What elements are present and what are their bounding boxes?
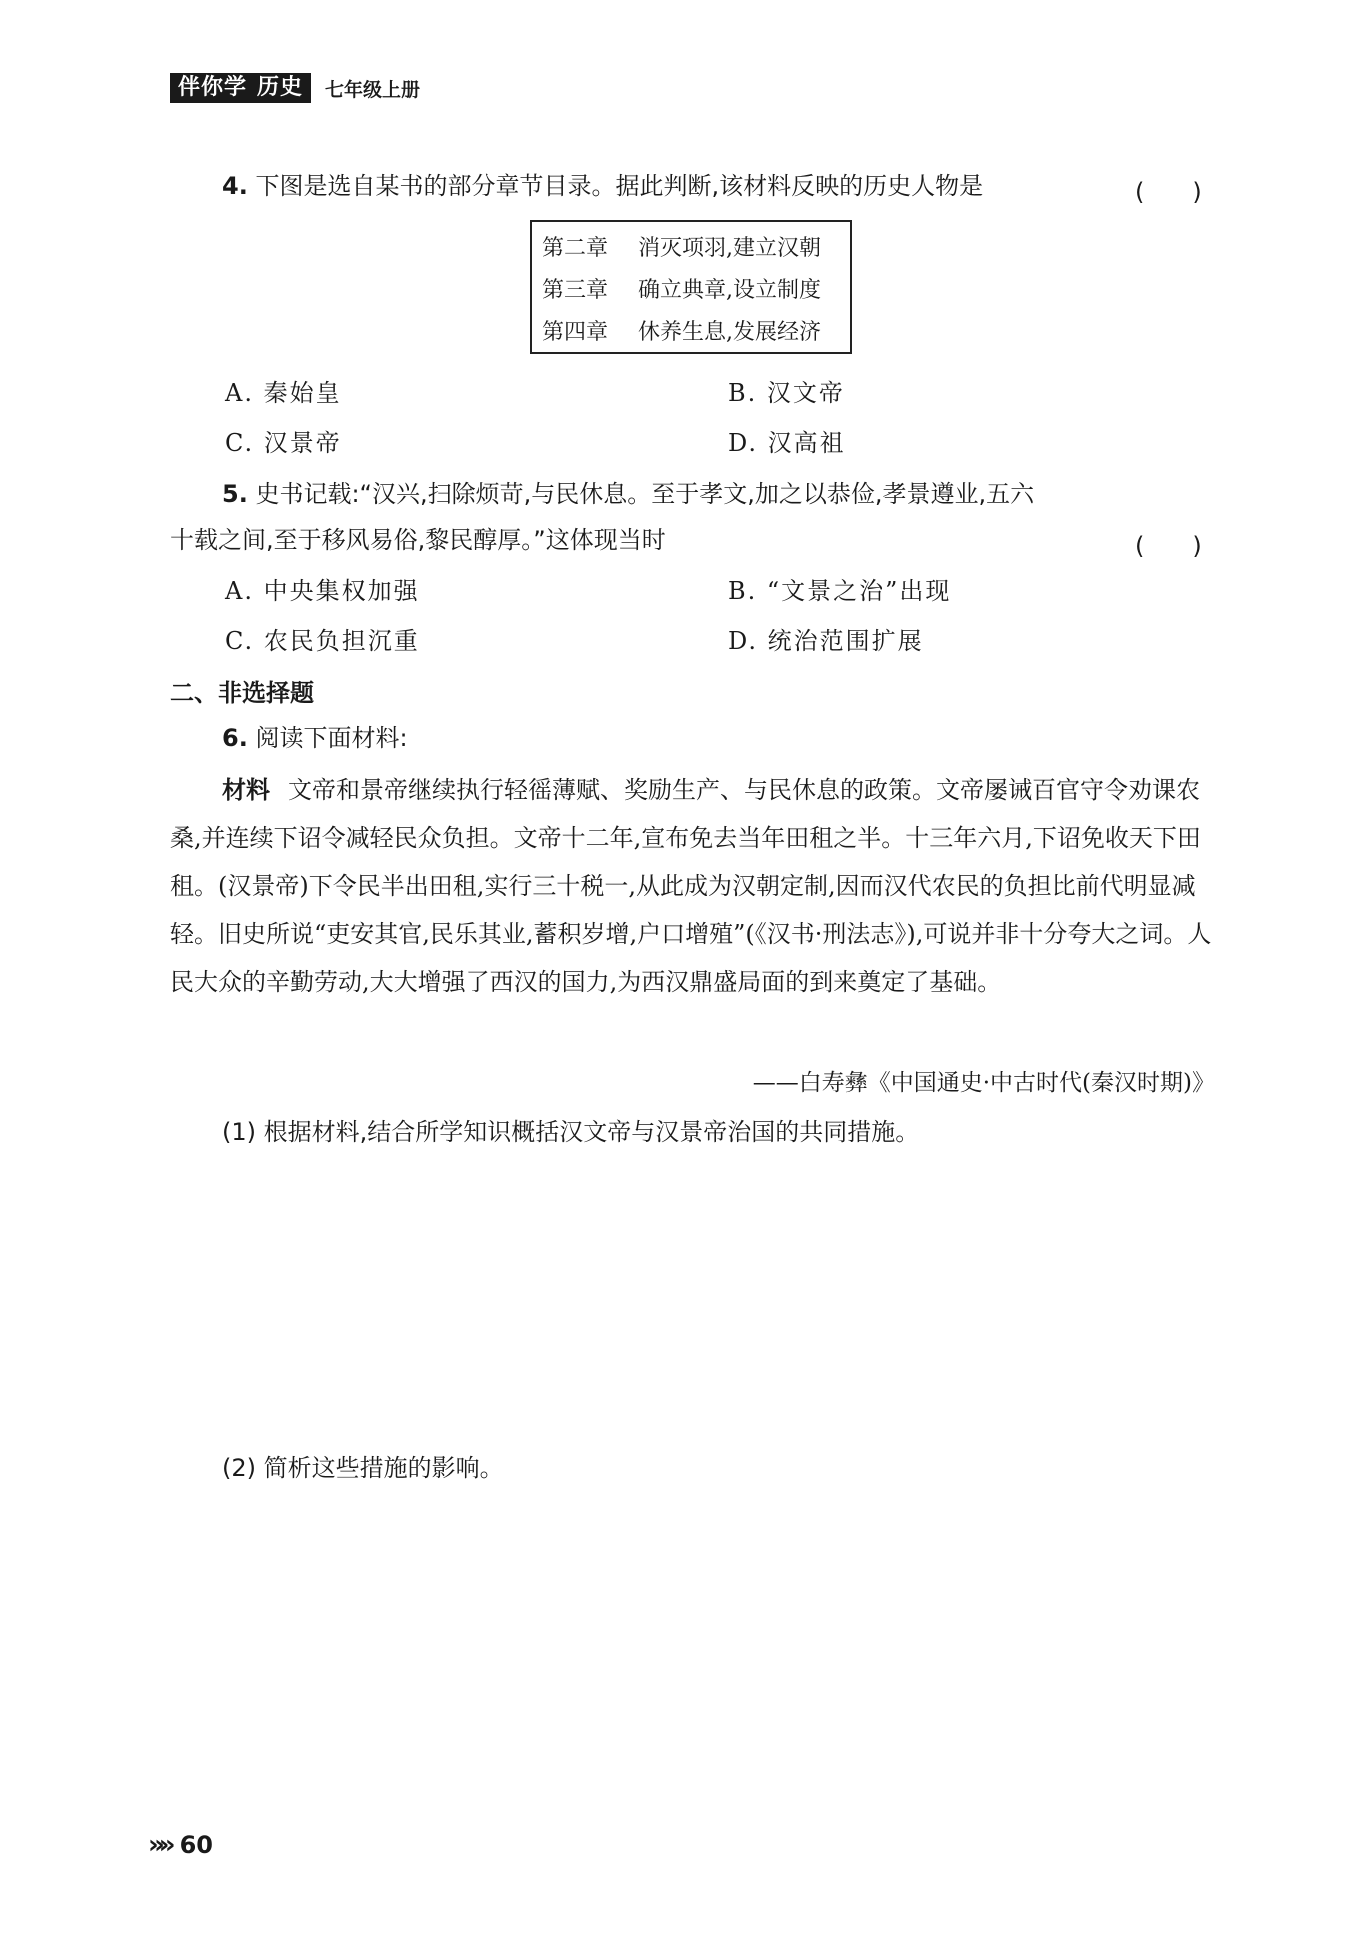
question-6-stem — [222, 722, 408, 754]
chapter-title: 消灭项羽,建立汉朝 — [638, 236, 821, 261]
question-text: 下图是选自某书的部分章节目录。据此判断,该材料反映的历史人物是 — [255, 172, 984, 200]
answer-blank: ( ) — [1135, 532, 1202, 560]
book-brand-badge — [170, 73, 311, 103]
chapter-number: 第二章 — [542, 236, 609, 261]
chapter-title: 确立典章,设立制度 — [638, 278, 821, 303]
option-c: C. 汉景帝 — [225, 429, 342, 457]
material-source: ——白寿彝《中国通史·中古时代(秦汉时期)》 — [752, 1070, 1215, 1096]
option-b: B. 汉文帝 — [728, 379, 845, 407]
toc-row — [542, 312, 850, 354]
answer-blank: ( ) — [1135, 178, 1202, 206]
question-text: 阅读下面材料: — [255, 724, 408, 752]
chevron-right-icon: »» — [148, 1830, 170, 1860]
option-d: D. 汉高祖 — [728, 429, 846, 457]
chapter-number: 第三章 — [542, 278, 609, 303]
option-d: D. 统治范围扩展 — [728, 627, 924, 655]
question-number: 5. — [222, 480, 248, 508]
question-text: 史书记载:“汉兴,扫除烦苛,与民休息。至于孝文,加之以恭俭,孝景遵业,五六 — [255, 480, 1035, 508]
material-paragraph — [170, 766, 1214, 1006]
section-heading: 二、非选择题 — [170, 679, 314, 707]
question-number: 4. — [222, 172, 248, 200]
brand-name: 伴你学 — [178, 75, 248, 100]
sub-question-2: (2) 简析这些措施的影响。 — [222, 1454, 504, 1482]
toc-row — [542, 270, 850, 312]
question-5-stem-line2: 十载之间,至于移风易俗,黎民醇厚。”这体现当时 — [170, 526, 666, 554]
page-footer — [148, 1830, 213, 1860]
chapter-title: 休养生息,发展经济 — [638, 320, 821, 345]
chapter-table-of-contents — [530, 220, 852, 354]
material-label: 材料 — [222, 776, 270, 804]
toc-row — [542, 228, 850, 270]
grade-label: 七年级上册 — [325, 78, 421, 101]
option-b: B. “文景之治”出现 — [728, 577, 952, 605]
question-5-stem-line1 — [222, 478, 1034, 510]
option-a: A. 中央集权加强 — [225, 577, 420, 605]
question-number: 6. — [222, 724, 248, 752]
page-number: 60 — [179, 1831, 213, 1859]
sub-question-1: (1) 根据材料,结合所学知识概括汉文帝与汉景帝治国的共同措施。 — [222, 1118, 920, 1146]
page-header — [170, 73, 420, 103]
material-text: 文帝和景帝继续执行轻徭薄赋、奖励生产、与民休息的政策。文帝屡诫百官守令劝课农桑,并连续下诏令减轻民众负担。文帝十二年,宣布免去当年田租之半。十三年六月,下诏免收天下田租。(汉景帝)下令民半出田租,实行三十税一,从此成为汉朝定制,因而汉代农民的负担比前代明显减轻。旧史所说“吏安其官,民乐其业,蓄积岁增,户口增殖”(《汉书·刑法志》),可说并非十分夸大之词。人民大众的辛勤劳动,大大增强了西汉的国力,为西汉鼎盛局面的到来奠定了基础。 — [170, 776, 1212, 996]
option-a: A. 秦始皇 — [225, 379, 342, 407]
question-4-stem — [222, 170, 983, 202]
chapter-number: 第四章 — [542, 320, 609, 345]
brand-subject: 历史 — [257, 75, 304, 100]
option-c: C. 农民负担沉重 — [225, 627, 420, 655]
